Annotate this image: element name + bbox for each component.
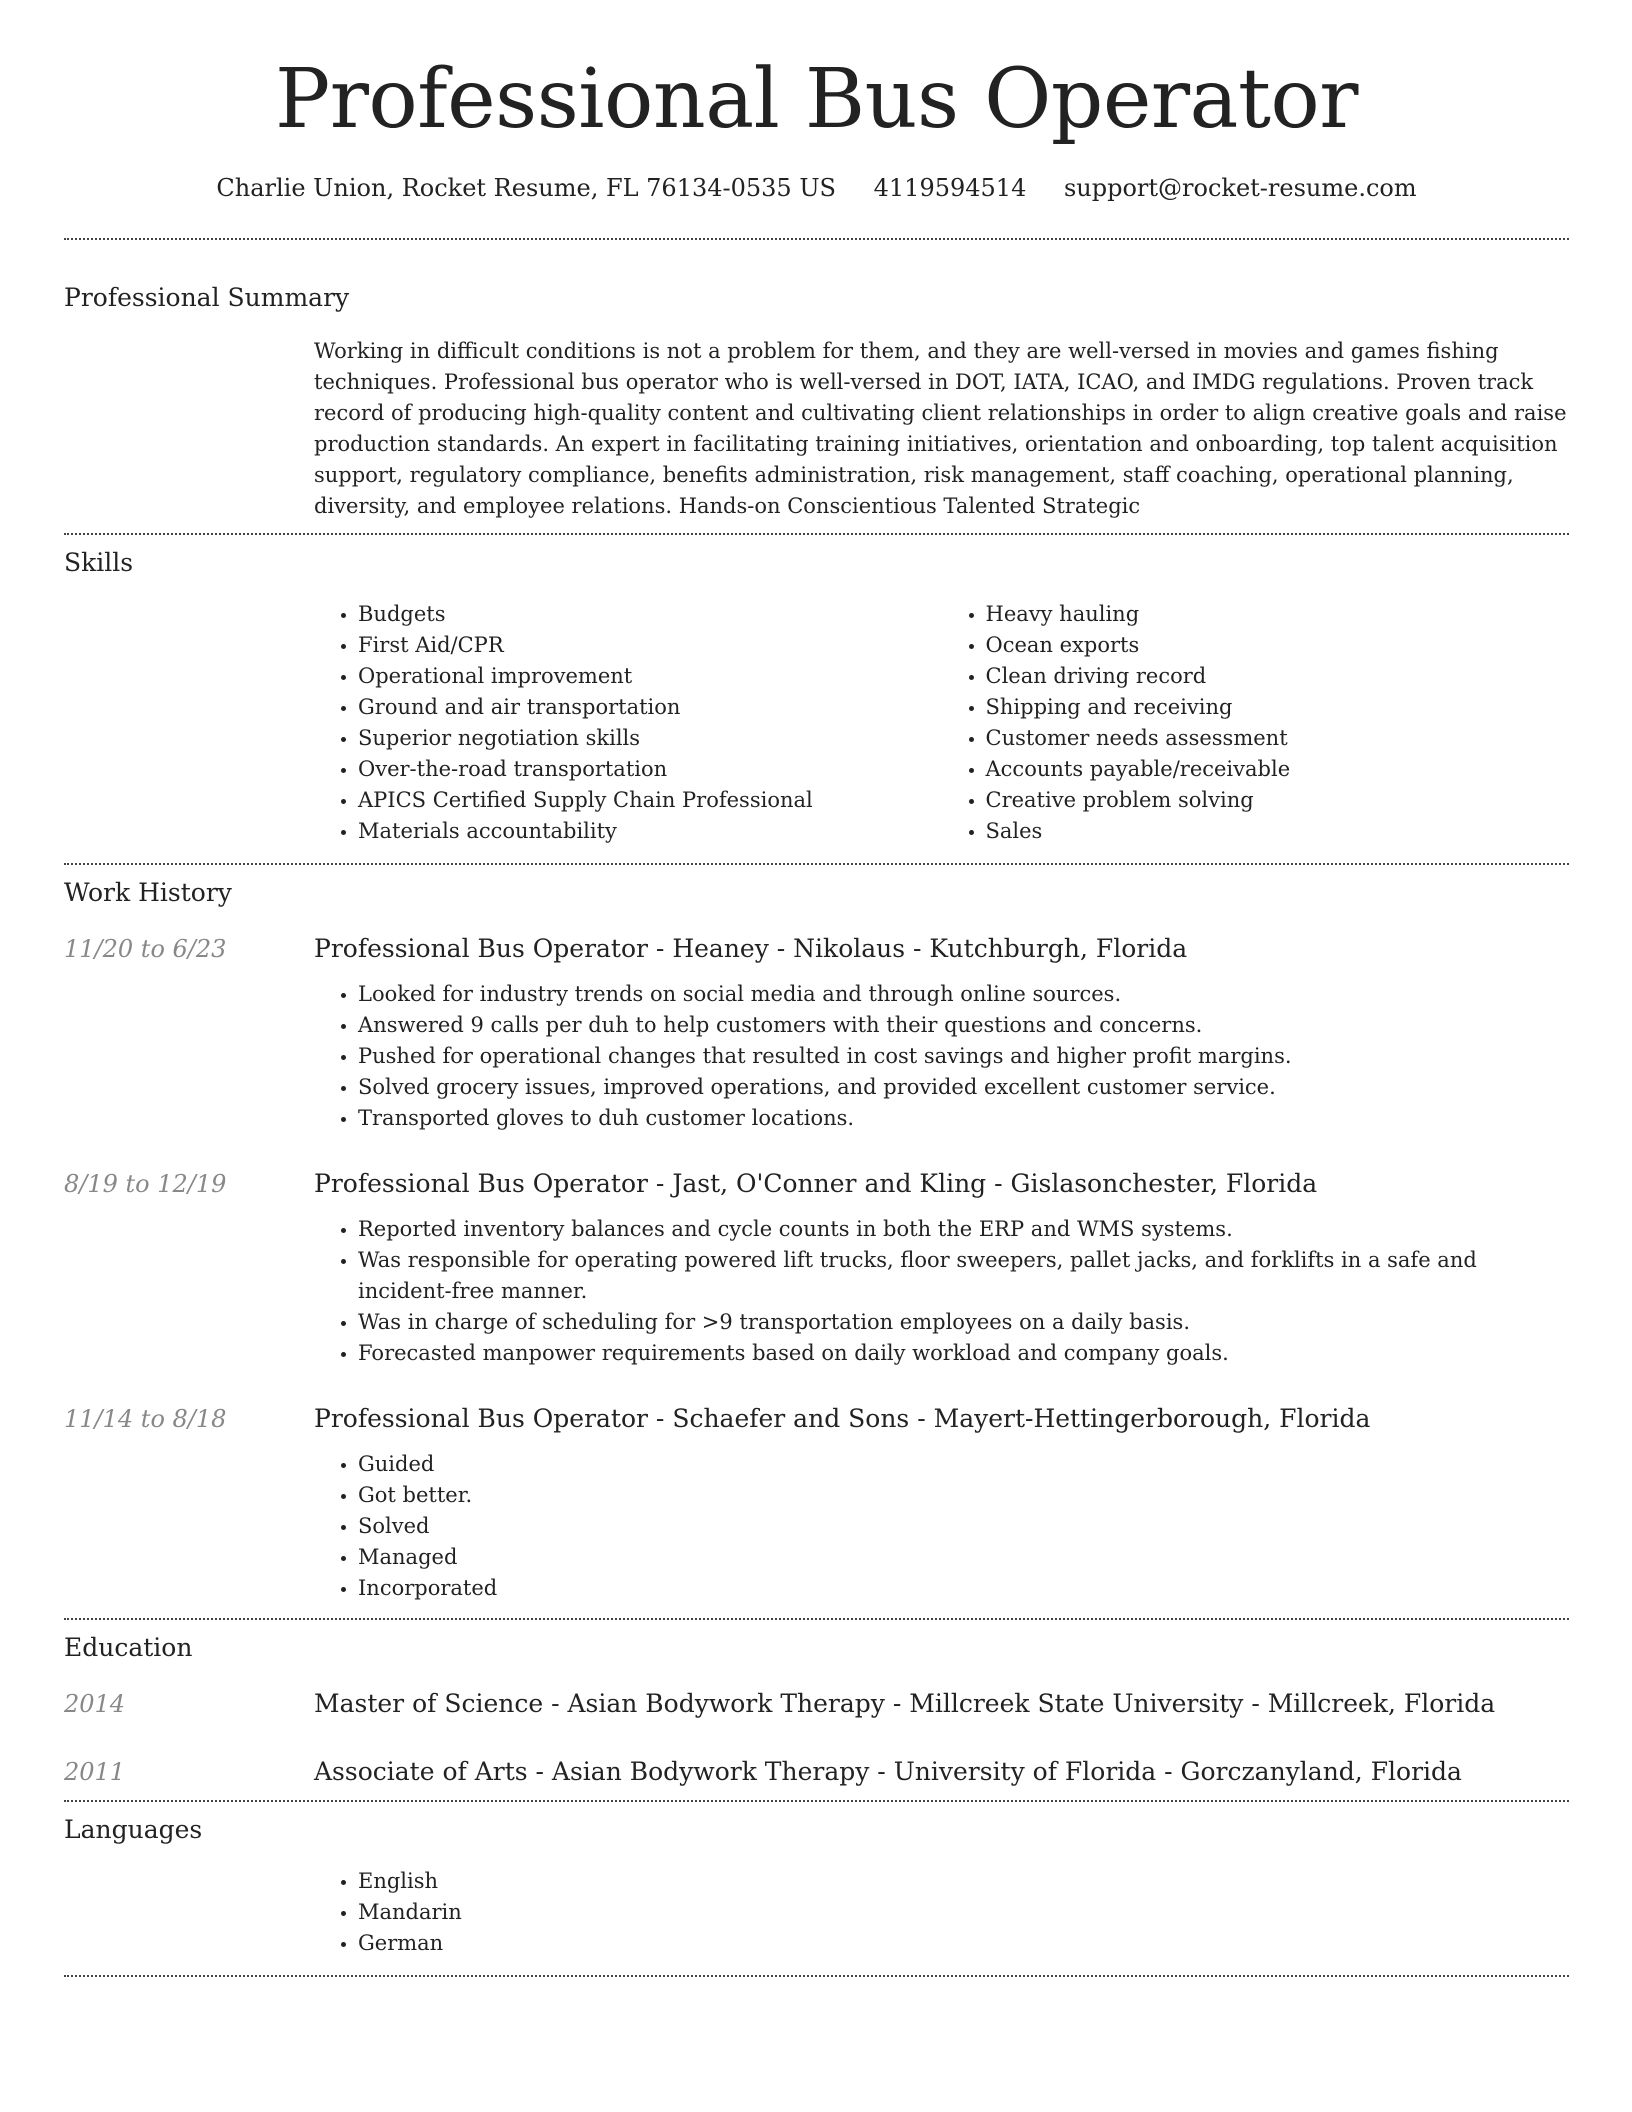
section-title-work-history: Work History: [64, 878, 232, 907]
skill-item: • Heavy hauling: [986, 599, 1570, 630]
divider: [64, 1975, 1569, 1977]
section-title-languages: Languages: [64, 1815, 203, 1844]
job-entry: [64, 933, 1569, 1134]
job-dates: 11/20 to 6/23: [64, 935, 227, 963]
job-bullet: • Guided: [358, 1449, 1569, 1480]
job-header: [64, 1168, 1569, 1200]
job-heading: Professional Bus Operator - Jast, O'Conner and Kling - Gislasonchester, Florida: [314, 1169, 1318, 1198]
job-bullets: [314, 1214, 1569, 1369]
job-entry: [64, 1403, 1569, 1604]
job-bullet: • Pushed for operational changes that resulted in cost savings and higher profit margins.: [358, 1041, 1569, 1072]
skill-item: • Over-the-road transportation: [358, 754, 942, 785]
job-bullet: • Transported gloves to duh customer locations.: [358, 1103, 1569, 1134]
education-heading: Associate of Arts - Asian Bodywork Therapy - University of Florida - Gorczanyland, Florida: [314, 1757, 1462, 1786]
job-entry: [64, 1168, 1569, 1369]
job-bullet: • Solved grocery issues, improved operations, and provided excellent customer service.: [358, 1072, 1569, 1103]
skills-column-left: [314, 599, 942, 847]
skills-list: [314, 599, 1569, 847]
skill-item: • Accounts payable/receivable: [986, 754, 1570, 785]
divider: [64, 863, 1569, 865]
languages-list: [314, 1866, 1569, 1959]
language-item: • German: [358, 1928, 1569, 1959]
skill-item: • First Aid/CPR: [358, 630, 942, 661]
education-entry: [64, 1756, 1569, 1788]
education-entry: [64, 1688, 1569, 1720]
job-bullet: • Solved: [358, 1511, 1569, 1542]
skill-item: • Budgets: [358, 599, 942, 630]
job-bullet: • Answered 9 calls per duh to help customers with their questions and concerns.: [358, 1010, 1569, 1041]
language-item: • Mandarin: [358, 1897, 1569, 1928]
skill-item: • Materials accountability: [358, 816, 942, 847]
skill-item: • APICS Certified Supply Chain Professional: [358, 785, 942, 816]
skill-item: • Ground and air transportation: [358, 692, 942, 723]
skill-item: • Creative problem solving: [986, 785, 1570, 816]
divider: [64, 1618, 1569, 1620]
section-title-summary: Professional Summary: [64, 283, 350, 312]
contact-email: support@rocket-resume.com: [1063, 174, 1417, 202]
skill-item: • Customer needs assessment: [986, 723, 1570, 754]
job-bullet: • Looked for industry trends on social media and through online sources.: [358, 979, 1569, 1010]
job-bullet: • Forecasted manpower requirements based on daily workload and company goals.: [358, 1338, 1569, 1369]
summary-text: Working in difficult conditions is not a problem for them, and they are well-versed in movies and games fishing techniques. Professional bus operator who is well-versed in DOT, IATA, ICAO, and IMDG regulations. Proven track record of producing high-quality content and cultivating client relationships in order to align creative goals and raise production standards. An expert in facilitating training initiatives, orientation and onboarding, top talent acquisition support, regulatory compliance, benefits administration, risk management, staff coaching, operational planning, diversity, and employee relations. Hands-on Conscientious Talented Strategic: [314, 339, 1567, 518]
job-header: [64, 933, 1569, 965]
job-dates: 11/14 to 8/18: [64, 1405, 227, 1433]
skills-column-right: [942, 599, 1570, 847]
divider: [64, 238, 1569, 240]
skill-item: • Operational improvement: [358, 661, 942, 692]
job-bullet: • Got better.: [358, 1480, 1569, 1511]
job-bullet: • Reported inventory balances and cycle counts in both the ERP and WMS systems.: [358, 1214, 1569, 1245]
skill-item: • Ocean exports: [986, 630, 1570, 661]
skill-item: • Clean driving record: [986, 661, 1570, 692]
job-heading: Professional Bus Operator - Heaney - Nikolaus - Kutchburgh, Florida: [314, 934, 1188, 963]
job-bullet: • Was responsible for operating powered lift trucks, floor sweepers, pallet jacks, and forklifts in a safe and incident-free manner.: [358, 1245, 1569, 1307]
divider: [64, 1800, 1569, 1802]
resume-name: Professional Bus Operator: [275, 52, 1358, 147]
education-heading: Master of Science - Asian Bodywork Therapy - Millcreek State University - Millcreek, Florida: [314, 1689, 1496, 1718]
contact-line: [64, 172, 1569, 204]
skill-item: • Sales: [986, 816, 1570, 847]
job-bullet: • Was in charge of scheduling for >9 transportation employees on a daily basis.: [358, 1307, 1569, 1338]
job-dates: 8/19 to 12/19: [64, 1170, 227, 1198]
education-year: 2011: [64, 1758, 126, 1786]
job-bullets: [314, 1449, 1569, 1604]
language-item: • English: [358, 1866, 1569, 1897]
section-title-education: Education: [64, 1633, 193, 1662]
divider: [64, 533, 1569, 535]
skill-item: • Shipping and receiving: [986, 692, 1570, 723]
job-bullets: [314, 979, 1569, 1134]
job-bullet: • Managed: [358, 1542, 1569, 1573]
contact-address: Charlie Union, Rocket Resume, FL 76134-0535 US: [216, 174, 836, 202]
education-year: 2014: [64, 1690, 126, 1718]
resume-page: [64, 0, 1569, 1977]
job-heading: Professional Bus Operator - Schaefer and Sons - Mayert-Hettingerborough, Florida: [314, 1404, 1371, 1433]
job-bullet: • Incorporated: [358, 1573, 1569, 1604]
contact-phone: 4119594514: [873, 174, 1027, 202]
section-title-skills: Skills: [64, 548, 134, 577]
job-header: [64, 1403, 1569, 1435]
skill-item: • Superior negotiation skills: [358, 723, 942, 754]
